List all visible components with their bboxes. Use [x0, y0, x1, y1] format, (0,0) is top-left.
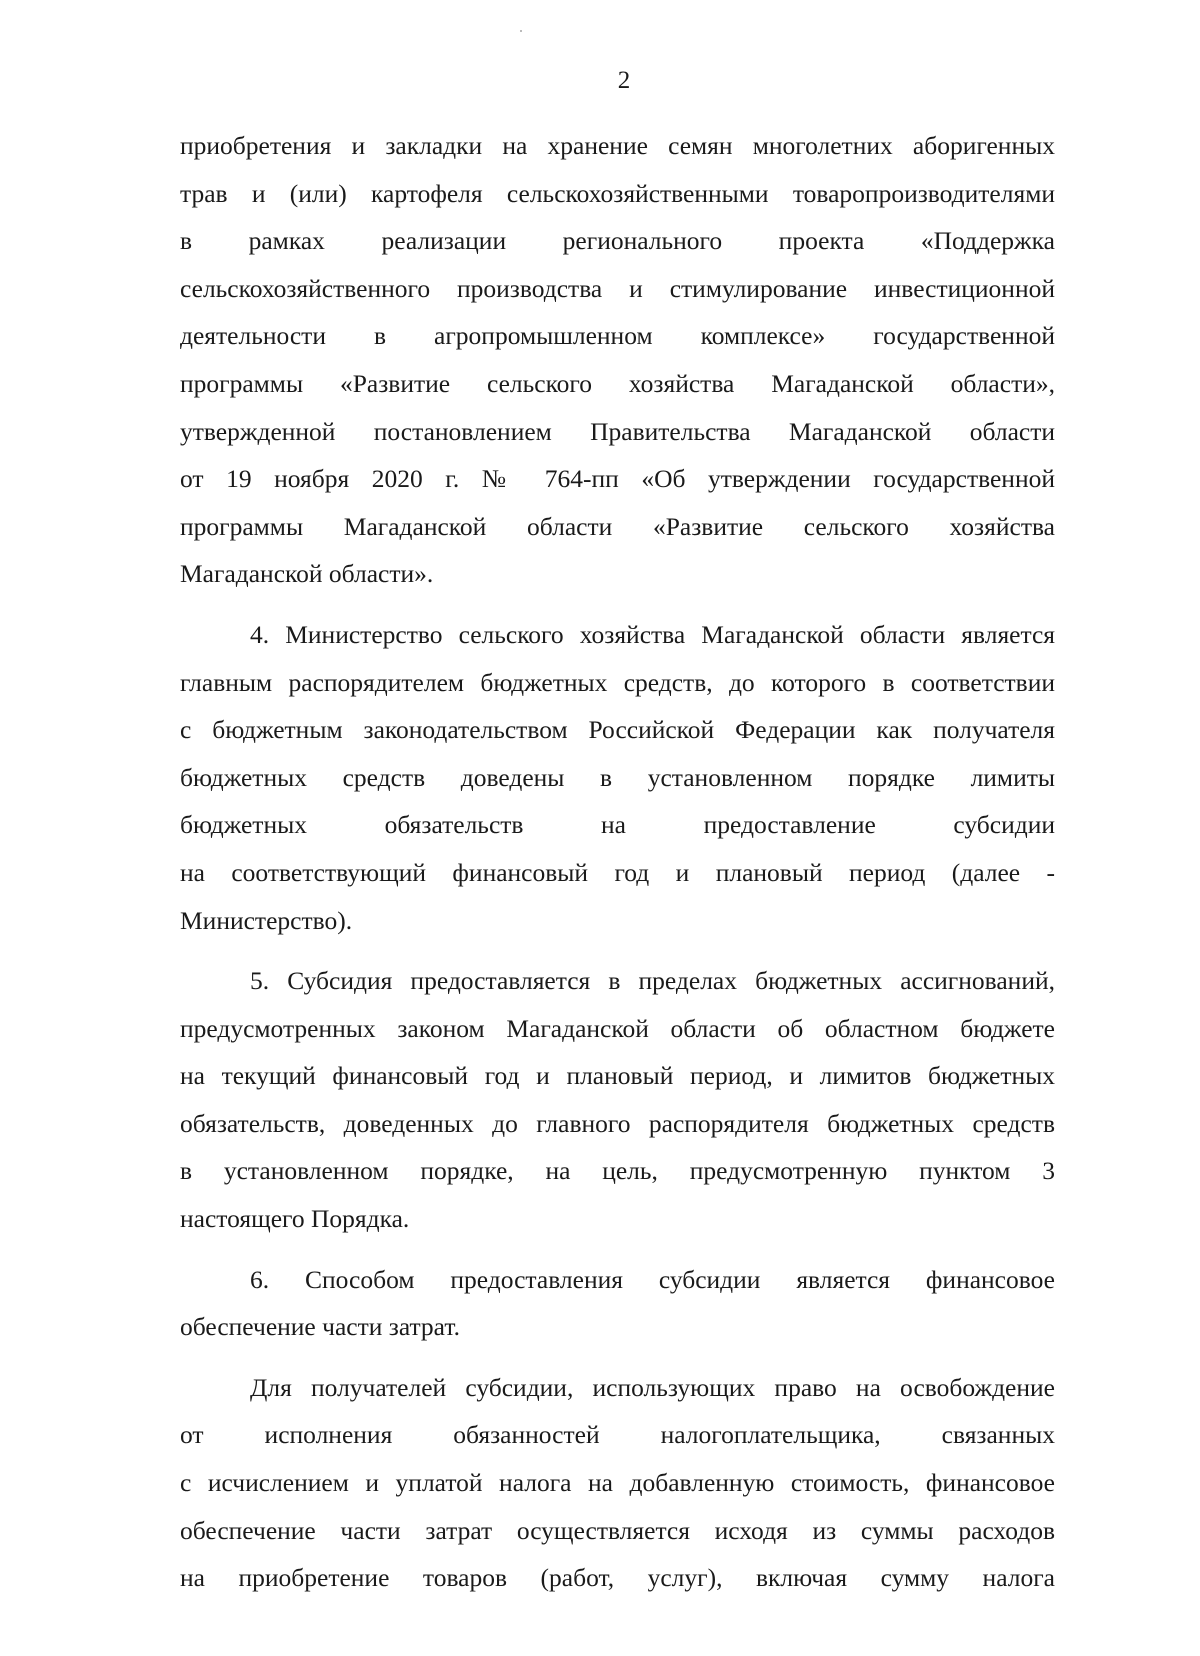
- text-line: трав и (или) картофеля сельскохозяйственными товаропроизводителями: [180, 178, 1055, 208]
- text-line: обеспечение части затрат.: [180, 1312, 460, 1342]
- text-line: утвержденной постановлением Правительства Магаданской области: [180, 416, 1055, 446]
- text-line: бюджетных обязательств на предоставление субсидии: [180, 810, 1055, 840]
- text-line: программы Магаданской области «Развитие сельского хозяйства: [180, 511, 1055, 541]
- text-line: Министерство).: [180, 905, 353, 935]
- text-line: на текущий финансовый год и плановый период, и лимитов бюджетных: [180, 1061, 1055, 1091]
- text-line: обеспечение части затрат осуществляется исходя из суммы расходов: [180, 1515, 1055, 1545]
- text-line: в рамках реализации регионального проекта «Поддержка: [180, 226, 1055, 256]
- text-line: от исполнения обязанностей налогоплательщика, связанных: [180, 1420, 1055, 1450]
- paragraph-vat-exemption: [180, 1364, 1055, 1602]
- text-line: на приобретение товаров (работ, услуг), включая сумму налога: [180, 1563, 1055, 1593]
- text-line: с бюджетным законодательством Российской Федерации как получателя: [180, 715, 1055, 745]
- document-body: [180, 122, 1055, 1602]
- text-line: 4. Министерство сельского хозяйства Магаданской области является: [250, 619, 1055, 649]
- text-line: деятельности в агропромышленном комплексе» государственной: [180, 321, 1055, 351]
- text-line: Магаданской области».: [180, 559, 434, 589]
- paragraph-continuation: [180, 122, 1055, 598]
- text-line: сельскохозяйственного производства и стимулирование инвестиционной: [180, 273, 1055, 303]
- text-line: с исчислением и уплатой налога на добавленную стоимость, финансовое: [180, 1468, 1055, 1498]
- scan-speck: [520, 30, 522, 32]
- text-line: настоящего Порядка.: [180, 1204, 410, 1234]
- text-line: Для получателей субсидии, использующих право на освобождение: [250, 1372, 1055, 1402]
- paragraph-item-6: [180, 1256, 1055, 1351]
- text-line: главным распорядителем бюджетных средств, до которого в соответствии: [180, 667, 1055, 697]
- page-number: 2: [617, 67, 631, 94]
- text-line: обязательств, доведенных до главного распорядителя бюджетных средств: [180, 1108, 1055, 1138]
- text-line: на соответствующий финансовый год и плановый период (далее -: [180, 857, 1055, 887]
- paragraph-item-5: [180, 957, 1055, 1243]
- text-line: от 19 ноября 2020 г. № 764-пп «Об утверждении государственной: [180, 464, 1055, 494]
- text-line: 6. Способом предоставления субсидии является финансовое: [250, 1264, 1055, 1294]
- text-line: бюджетных средств доведены в установленном порядке лимиты: [180, 762, 1055, 792]
- paragraph-item-4: [180, 611, 1055, 944]
- text-line: 5. Субсидия предоставляется в пределах бюджетных ассигнований,: [250, 966, 1055, 996]
- text-line: предусмотренных законом Магаданской области об областном бюджете: [180, 1013, 1055, 1043]
- text-line: программы «Развитие сельского хозяйства Магаданской области»,: [180, 368, 1055, 398]
- text-line: в установленном порядке, на цель, предусмотренную пунктом 3: [180, 1156, 1055, 1186]
- text-line: приобретения и закладки на хранение семян многолетних аборигенных: [180, 131, 1055, 160]
